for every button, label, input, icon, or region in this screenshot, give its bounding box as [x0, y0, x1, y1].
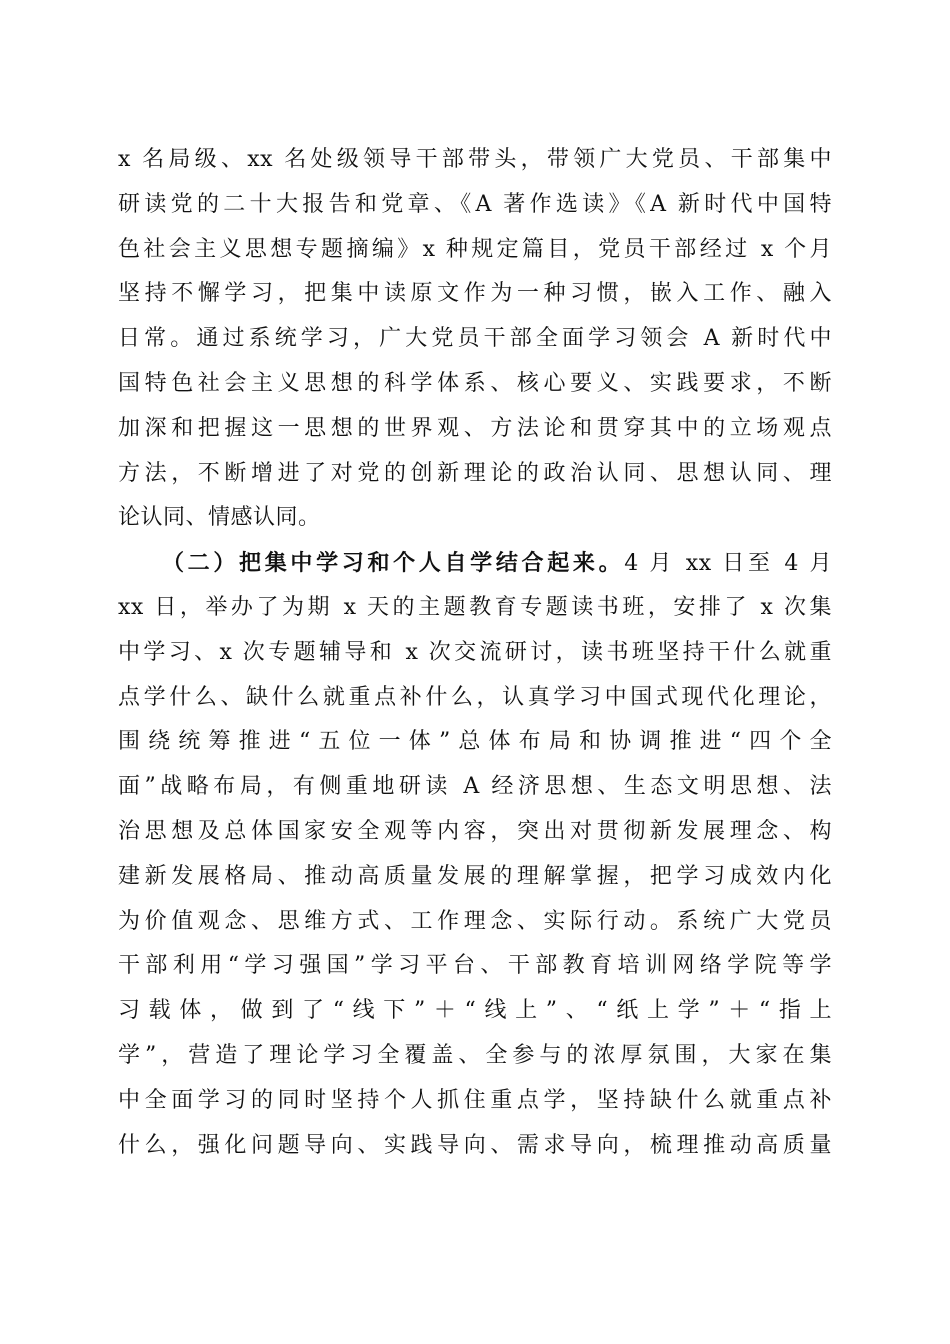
text-line: 围绕统筹推进“五位一体”总体布局和协调推进“四个全 [118, 729, 832, 755]
text-line: 国特色社会主义思想的科学体系、核心要义、实践要求，不断 [118, 370, 832, 396]
text-line [118, 545, 832, 590]
text-line: 习载体，做到了“线下”＋“线上”、“纸上学”＋“指上 [118, 998, 832, 1024]
text-line: 日常。通过系统学习，广大党员干部全面学习领会 A 新时代中 [118, 326, 832, 352]
text-line: 加深和把握这一思想的世界观、方法论和贯穿其中的立场观点 [118, 415, 832, 441]
text-line: 研读党的二十大报告和党章、《A 著作选读》《A 新时代中国特 [118, 191, 832, 217]
paragraph-study-results [118, 142, 832, 545]
heading-line-rest: 4 月 xx 日至 4 月 [624, 551, 832, 577]
section-heading: （二）把集中学习和个人自学结合起来。 [162, 550, 625, 577]
text-line: 干部利用“学习强国”学习平台、干部教育培训网络学院等学 [118, 953, 832, 979]
text-line: xx 日，举办了为期 x 天的主题教育专题读书班，安排了 x 次集 [118, 594, 832, 620]
text-line: 坚持不懈学习，把集中读原文作为一种习惯，嵌入工作、融入 [118, 281, 832, 307]
text-line: 论认同、情感认同。 [118, 505, 321, 531]
text-line: 中全面学习的同时坚持个人抓住重点学，坚持缺什么就重点补 [118, 1087, 832, 1113]
document-page [118, 142, 832, 1172]
text-line: 色社会主义思想专题摘编》x 种规定篇目，党员干部经过 x 个月 [118, 236, 832, 262]
text-line: 治思想及总体国家安全观等内容，突出对贯彻新发展理念、构 [118, 818, 832, 844]
text-line: 方法，不断增进了对党的创新理论的政治认同、思想认同、理 [118, 460, 832, 486]
text-line: 学”，营造了理论学习全覆盖、全参与的浓厚氛围，大家在集 [118, 1042, 832, 1068]
text-line: 建新发展格局、推动高质量发展的理解掌握，把学习成效内化 [118, 863, 832, 889]
text-line: 中学习、x 次专题辅导和 x 次交流研讨，读书班坚持干什么就重 [118, 639, 832, 665]
text-line: x 名局级、xx 名处级领导干部带头，带领广大党员、干部集中 [118, 147, 832, 172]
text-line: 为价值观念、思维方式、工作理念、实际行动。系统广大党员 [118, 908, 832, 934]
text-line: 点学什么、缺什么就重点补什么，认真学习中国式现代化理论， [118, 684, 832, 710]
text-line: 什么，强化问题导向、实践导向、需求导向，梳理推动高质量 [118, 1132, 832, 1158]
text-line: 面”战略布局，有侧重地研读 A 经济思想、生态文明思想、法 [118, 774, 832, 800]
paragraph-combined-study [118, 545, 832, 1172]
